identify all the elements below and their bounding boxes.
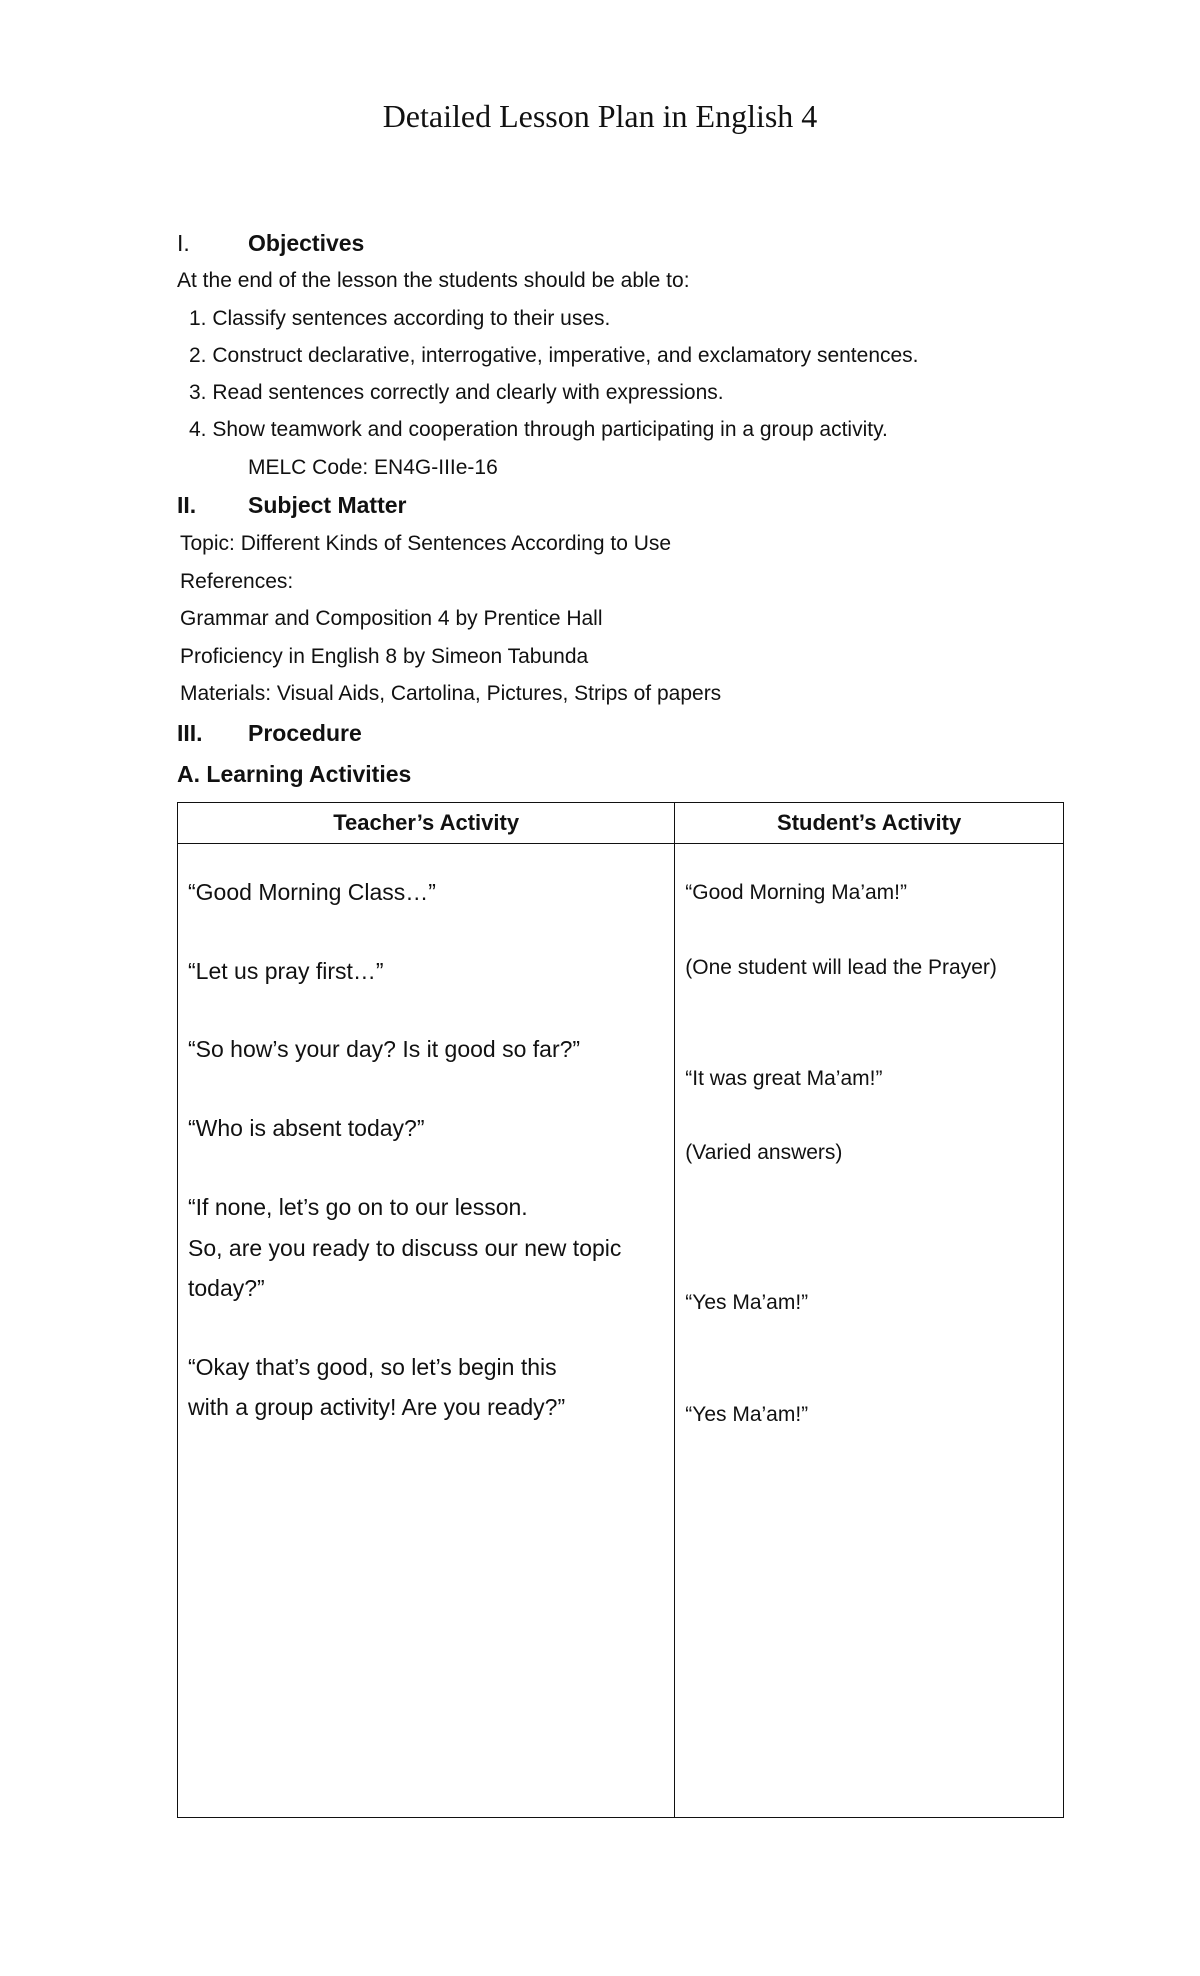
objective-item: 2. Construct declarative, interrogative, imperative, and exclamatory sentences.: [189, 344, 919, 367]
teacher-activity-cell: [178, 844, 675, 1818]
section-number-objectives: I.: [177, 230, 190, 256]
section-heading-subject-matter: Subject Matter: [248, 492, 407, 518]
topic: Topic: Different Kinds of Sentences According to Use: [180, 532, 672, 555]
objective-item: 1. Classify sentences according to their uses.: [189, 307, 611, 330]
reference-item: Grammar and Composition 4 by Prentice Hall: [180, 607, 603, 630]
activity-table: [177, 802, 1064, 1818]
section-heading-procedure: Procedure: [248, 720, 362, 746]
table-header-row: [178, 803, 1064, 844]
learning-activities-heading: A. Learning Activities: [177, 761, 412, 787]
student-line: “Good Morning Ma’am!”: [685, 881, 907, 904]
teacher-line: “Okay that’s good, so let’s begin this: [188, 1354, 557, 1380]
teacher-line: “If none, let’s go on to our lesson.: [188, 1194, 528, 1220]
section-heading-objectives: Objectives: [248, 230, 365, 256]
teacher-line: So, are you ready to discuss our new topic: [188, 1235, 622, 1261]
student-line: “Yes Ma’am!”: [685, 1291, 809, 1314]
section-number-procedure: III.: [177, 720, 203, 746]
teacher-line: today?”: [188, 1275, 265, 1301]
objective-item: 3. Read sentences correctly and clearly with expressions.: [189, 381, 724, 404]
student-activity-cell: [675, 844, 1064, 1818]
reference-item: Proficiency in English 8 by Simeon Tabunda: [180, 645, 589, 668]
document-title: Detailed Lesson Plan in English 4: [382, 98, 818, 134]
references-label: References:: [180, 570, 294, 593]
section-number-subject-matter: II.: [177, 492, 197, 518]
objectives-intro: At the end of the lesson the students should be able to:: [177, 269, 690, 292]
student-line: (Varied answers): [685, 1141, 843, 1164]
teacher-line: “So how’s your day? Is it good so far?”: [188, 1036, 581, 1062]
student-line: (One student will lead the Prayer): [685, 956, 997, 979]
table-row: [178, 844, 1064, 1818]
student-line: “Yes Ma’am!”: [685, 1403, 809, 1426]
teacher-line: “Good Morning Class…”: [188, 879, 436, 905]
teacher-line: with a group activity! Are you ready?”: [188, 1394, 566, 1420]
student-line: “It was great Ma’am!”: [685, 1067, 883, 1090]
materials: Materials: Visual Aids, Cartolina, Pictures, Strips of papers: [180, 682, 722, 705]
student-activity-header: Student’s Activity: [675, 803, 1064, 844]
objective-item: 4. Show teamwork and cooperation through participating in a group activity.: [189, 418, 888, 441]
teacher-line: “Who is absent today?”: [188, 1115, 425, 1141]
teacher-activity-header: Teacher’s Activity: [178, 803, 675, 844]
teacher-line: “Let us pray first…”: [188, 958, 384, 984]
melc-code: MELC Code: EN4G-IIIe-16: [248, 456, 498, 479]
